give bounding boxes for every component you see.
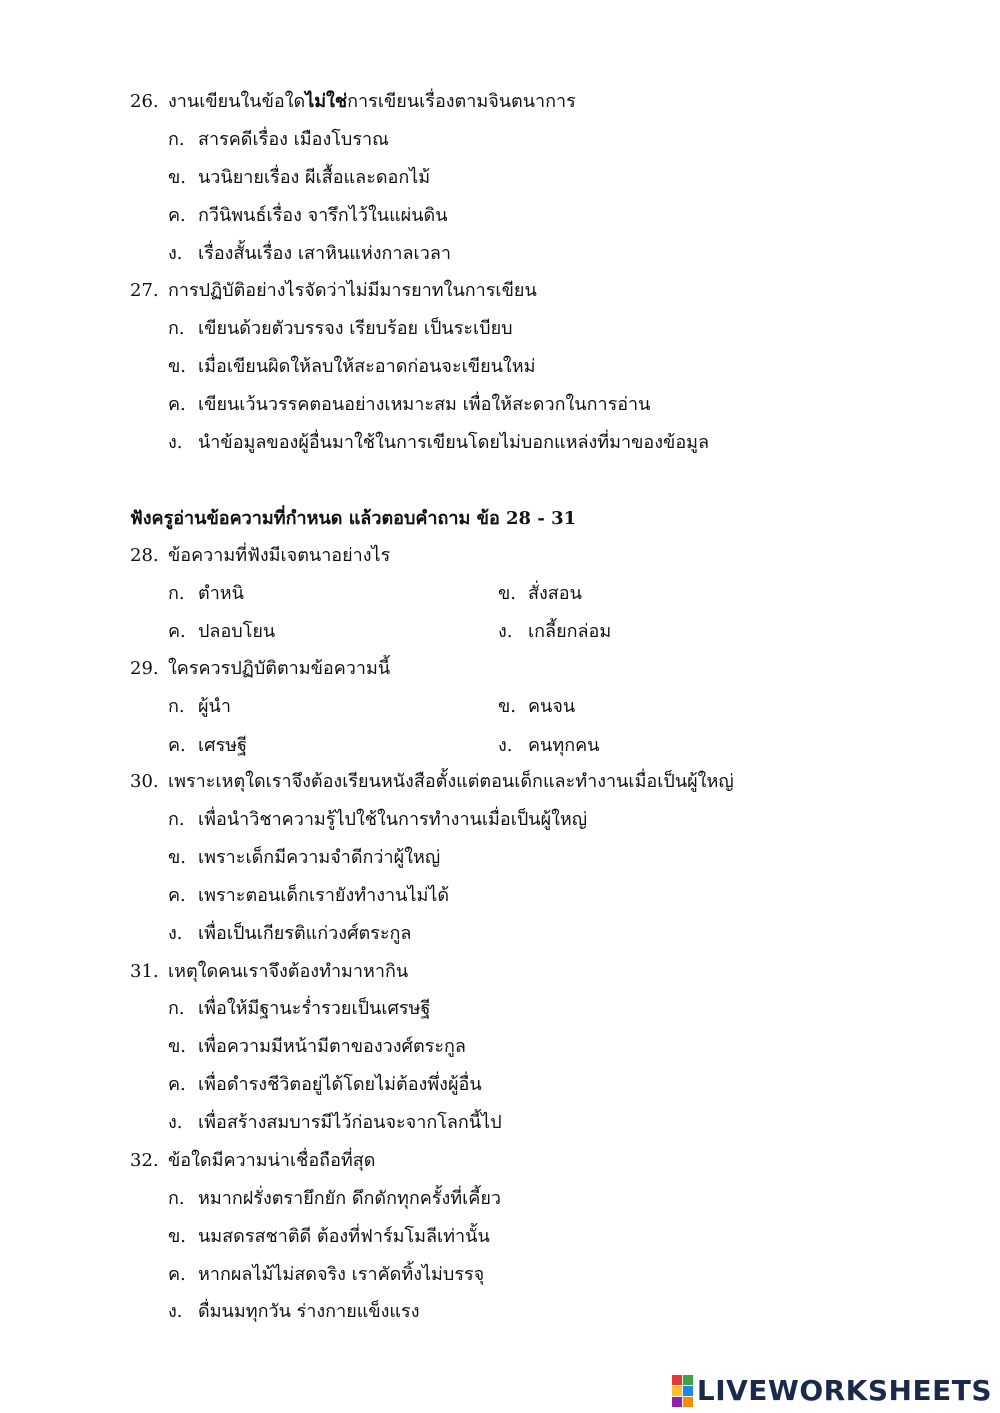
question-text: ข้อใดมีความน่าเชื่อถือที่สุด	[168, 1150, 376, 1171]
liveworksheets-logo[interactable]	[672, 1374, 992, 1407]
logo-text: LIVEWORKSHEETS	[696, 1374, 992, 1407]
question-text: การปฏิบัติอย่างไรจัดว่าไม่มีมารยาทในการเขียน	[168, 280, 537, 301]
option-letter: ง.	[498, 621, 513, 642]
option-text: เพื่อความมีหน้ามีตาของวงศ์ตระกูล	[198, 1036, 466, 1057]
option-27-d[interactable]	[168, 427, 709, 456]
option-30-a[interactable]	[168, 804, 587, 833]
option-letter: ค.	[168, 735, 186, 756]
option-letter: ข.	[498, 696, 517, 717]
logo-square	[672, 1397, 682, 1407]
option-text: เพื่อนำวิชาความรู้ไปใช้ในการทำงานเมื่อเป็นผู้ใหญ่	[198, 809, 588, 830]
option-text: เขียนด้วยตัวบรรจง เรียบร้อย เป็นระเบียบ	[198, 318, 513, 339]
question-30	[130, 766, 734, 795]
option-28-a[interactable]	[168, 578, 244, 607]
option-text: กวีนิพนธ์เรื่อง จารึกไว้ในแผ่นดิน	[198, 205, 448, 226]
option-letter: ข.	[498, 583, 517, 604]
option-letter: ค.	[168, 1264, 186, 1285]
option-letter: ข.	[168, 847, 187, 868]
question-text-part: การเขียนเรื่องตามจินตนาการ	[347, 91, 576, 112]
option-text: เขียนเว้นวรรคตอนอย่างเหมาะสม เพื่อให้สะดวกในการอ่าน	[198, 394, 651, 415]
option-32-d[interactable]	[168, 1296, 420, 1325]
option-text: เพื่อดำรงชีวิตอยู่ได้โดยไม่ต้องพึ่งผู้อื่น	[198, 1074, 482, 1095]
option-text: คนจน	[528, 696, 576, 717]
question-number: 28.	[130, 545, 159, 566]
option-text: เศรษฐี	[198, 735, 248, 756]
option-text: เรื่องสั้นเรื่อง เสาหินแห่งกาลเวลา	[198, 243, 451, 264]
option-text: ผู้นำ	[198, 696, 231, 717]
option-30-d[interactable]	[168, 918, 411, 947]
option-text: เพื่อเป็นเกียรติแก่วงศ์ตระกูล	[198, 923, 412, 944]
option-26-a[interactable]	[168, 124, 389, 153]
option-26-d[interactable]	[168, 238, 451, 267]
option-letter: ค.	[168, 1074, 186, 1095]
question-number: 30.	[130, 771, 159, 792]
option-31-c[interactable]	[168, 1069, 482, 1098]
option-29-b[interactable]	[498, 691, 575, 720]
option-32-b[interactable]	[168, 1221, 490, 1250]
option-text: นวนิยายเรื่อง ผีเสื้อและดอกไม้	[198, 167, 431, 188]
option-text: ตำหนิ	[198, 583, 244, 604]
option-29-a[interactable]	[168, 691, 231, 720]
option-text: ดื่มนมทุกวัน ร่างกายแข็งแรง	[198, 1301, 420, 1322]
option-text: เพราะตอนเด็กเรายังทำงานไม่ได้	[198, 885, 450, 906]
option-text: หมากฝรั่งตรายึกยัก ดึกดักทุกครั้งที่เคี้ยว	[198, 1188, 501, 1209]
option-text: หากผลไม้ไม่สดจริง เราคัดทิ้งไม่บรรจุ	[198, 1264, 485, 1285]
option-text: ปลอบโยน	[198, 621, 276, 642]
logo-square	[672, 1375, 682, 1385]
option-letter: ง.	[498, 735, 513, 756]
question-31	[130, 956, 408, 985]
question-26	[130, 86, 576, 115]
option-29-c[interactable]	[168, 730, 247, 759]
option-26-c[interactable]	[168, 200, 448, 229]
option-letter: ก.	[168, 583, 185, 604]
logo-square	[672, 1386, 682, 1396]
option-text: เพื่อให้มีฐานะร่ำรวยเป็นเศรษฐี	[198, 998, 431, 1019]
option-text: เพราะเด็กมีความจำดีกว่าผู้ใหญ่	[198, 847, 441, 868]
option-letter: ก.	[168, 696, 185, 717]
option-letter: ง.	[168, 243, 183, 264]
option-letter: ค.	[168, 885, 186, 906]
question-text: ข้อความที่ฟังมีเจตนาอย่างไร	[168, 545, 391, 566]
option-26-b[interactable]	[168, 162, 430, 191]
option-letter: ง.	[168, 923, 183, 944]
section-instruction: ฟังครูอ่านข้อความที่กำหนด แล้วตอบคำถาม ข้อ 28 - 31	[130, 508, 577, 529]
option-text: สั่งสอน	[528, 583, 582, 604]
option-letter: ง.	[168, 1301, 183, 1322]
option-letter: ง.	[168, 432, 183, 453]
option-text: เมื่อเขียนผิดให้ลบให้สะอาดก่อนจะเขียนใหม่	[198, 356, 536, 377]
logo-mark-icon	[672, 1375, 693, 1407]
option-letter: ก.	[168, 318, 185, 339]
option-32-a[interactable]	[168, 1183, 501, 1212]
option-text: นำข้อมูลของผู้อื่นมาใช้ในการเขียนโดยไม่บอกแหล่งที่มาของข้อมูล	[198, 432, 710, 453]
option-letter: ข.	[168, 356, 187, 377]
question-text: ใครควรปฏิบัติตามข้อความนี้	[168, 658, 391, 679]
option-text: คนทุกคน	[528, 735, 600, 756]
option-letter: ก.	[168, 129, 185, 150]
option-letter: ค.	[168, 394, 186, 415]
option-letter: ค.	[168, 205, 186, 226]
question-number: 31.	[130, 961, 159, 982]
option-28-c[interactable]	[168, 616, 275, 645]
option-letter: ค.	[168, 621, 186, 642]
option-27-c[interactable]	[168, 389, 650, 418]
question-text-part: งานเขียนในข้อใด	[168, 91, 306, 112]
option-30-c[interactable]	[168, 880, 449, 909]
question-number: 27.	[130, 280, 159, 301]
option-text: นมสดรสชาติดี ต้องที่ฟาร์มโมลีเท่านั้น	[198, 1226, 490, 1247]
option-letter: ข.	[168, 167, 187, 188]
option-text: เพื่อสร้างสมบารมีไว้ก่อนจะจากโลกนี้ไป	[198, 1112, 502, 1133]
logo-square	[683, 1375, 693, 1385]
option-31-a[interactable]	[168, 993, 430, 1022]
option-letter: ข.	[168, 1226, 187, 1247]
option-28-d[interactable]	[498, 616, 611, 645]
question-number: 32.	[130, 1150, 159, 1171]
question-text: เหตุใดคนเราจึงต้องทำมาหากิน	[168, 961, 409, 982]
option-letter: ง.	[168, 1112, 183, 1133]
question-emphasis: ไม่ใช่	[305, 91, 348, 112]
option-letter: ข.	[168, 1036, 187, 1057]
question-32	[130, 1145, 375, 1174]
option-letter: ก.	[168, 998, 185, 1019]
option-letter: ก.	[168, 809, 185, 830]
option-letter: ก.	[168, 1188, 185, 1209]
option-text: เกลี้ยกล่อม	[528, 621, 612, 642]
option-29-d[interactable]	[498, 730, 599, 759]
option-32-c[interactable]	[168, 1259, 484, 1288]
question-27	[130, 275, 537, 304]
option-27-b[interactable]	[168, 351, 535, 380]
option-30-b[interactable]	[168, 842, 440, 871]
option-31-b[interactable]	[168, 1031, 466, 1060]
question-text: เพราะเหตุใดเราจึงต้องเรียนหนังสือตั้งแต่ตอนเด็กและทำงานเมื่อเป็นผู้ใหญ่	[168, 771, 734, 792]
option-text: สารคดีเรื่อง เมืองโบราณ	[198, 129, 389, 150]
question-number: 29.	[130, 658, 159, 679]
question-29	[130, 653, 390, 682]
logo-square	[683, 1386, 693, 1396]
option-31-d[interactable]	[168, 1107, 502, 1136]
question-number: 26.	[130, 91, 159, 112]
option-27-a[interactable]	[168, 313, 513, 342]
option-28-b[interactable]	[498, 578, 582, 607]
question-28	[130, 540, 390, 569]
logo-square	[683, 1397, 693, 1407]
